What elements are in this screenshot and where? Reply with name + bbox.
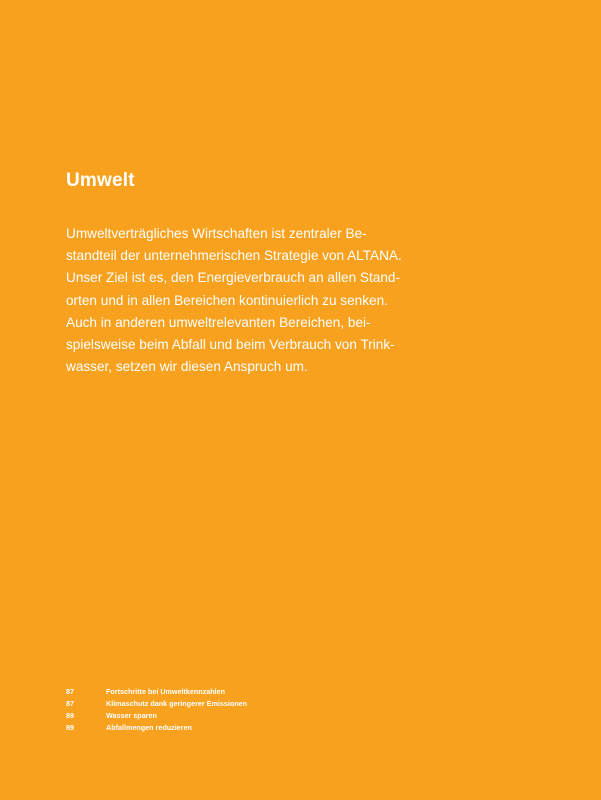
toc-entry-abfall[interactable] [66,722,366,734]
toc-entry-title: Wasser sparen [106,711,157,720]
intro-line: Unser Ziel ist es, den Energieverbrauch an allen Stand- [66,270,400,286]
intro-line: orten und in allen Bereichen kontinuierlich zu senken. [66,292,388,308]
toc-entry-title: Klimaschutz dank geringerer Emissionen [106,699,247,708]
toc-entry-fortschritte[interactable] [66,686,366,698]
toc-page-number: 89 [66,723,74,732]
intro-paragraph [66,223,436,378]
table-of-contents [66,686,366,734]
toc-page-number: 89 [66,711,74,720]
intro-line: spielsweise beim Abfall und beim Verbrauch von Trink- [66,337,395,353]
intro-line: Auch in anderen umweltrelevanten Bereichen, bei- [66,314,371,330]
toc-page-number: 87 [66,699,74,708]
intro-line: standteil der unternehmerischen Strategie von ALTANA. [66,248,402,264]
toc-entry-title: Abfallmengen reduzieren [106,723,192,732]
section-title: Umwelt [66,170,135,191]
toc-entry-wasser[interactable] [66,710,366,722]
intro-line: wasser, setzen wir diesen Anspruch um. [66,359,308,375]
toc-page-number: 87 [66,687,74,696]
toc-entry-title: Fortschritte bei Umweltkennzahlen [106,687,226,696]
toc-entry-klimaschutz[interactable] [66,698,366,710]
intro-line: Umweltverträgliches Wirtschaften ist zentraler Be- [66,226,367,241]
